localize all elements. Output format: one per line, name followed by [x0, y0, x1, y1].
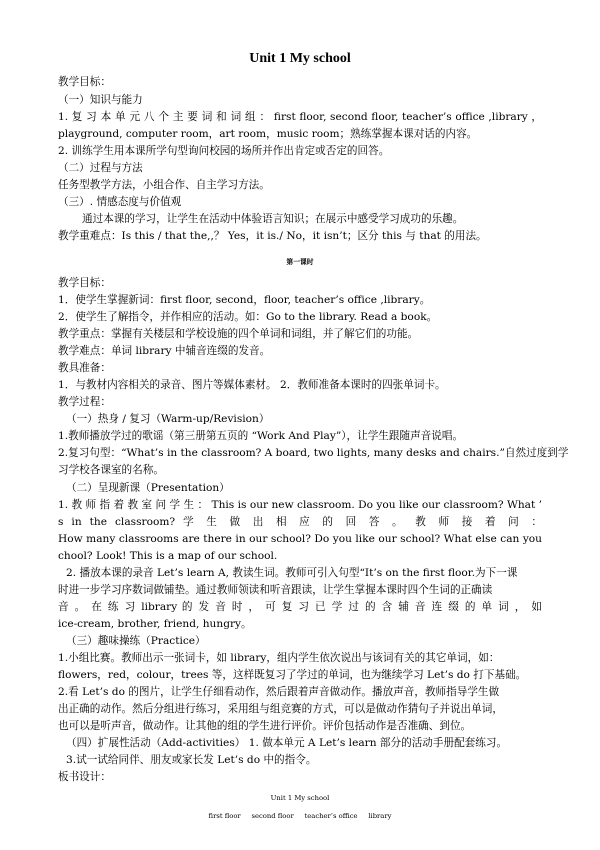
presentation-heading: （二）呈现新课（Presentation） [66, 482, 230, 494]
presentation-2-line-3: 音 。 在 练 习 library 的 发 音 时 ， 可 复 习 已 学 过 的 含 辅 音 连 缀 的 单 词 ， 如 [58, 601, 542, 613]
goal-1-line-1: 1. 复 习 本 单 元 八 个 主 要 词 和 词 组 ： first floor, second floor, teacher’s office ,library ， [58, 111, 542, 123]
goals-heading: 教学目标： [58, 76, 111, 88]
warmup-2-line-2: 习学校各课室的名称。 [58, 464, 164, 476]
lesson-difficulty: 教学难点：单词 library 中辅音连缀的发音。 [58, 345, 271, 357]
section-heading-attitude: （三）. 情感态度与价值观 [58, 196, 182, 208]
warmup-heading: （一）热身 / 复习（Warm-up/Revision） [66, 413, 270, 425]
document-title: Unit 1 My school [249, 51, 351, 66]
lesson-goals-heading: 教学目标： [58, 277, 111, 289]
practice-1-line-1: 1.小组比赛。教师出示一张词卡，如 library，组内学生依次说出与该词有关的其它单词，如： [58, 652, 500, 664]
practice-2-line-3: 也可以是听声音，做动作。让其他的组的学生进行评价。评价包括动作是否准确、到位。 [58, 720, 472, 732]
lesson-1-heading: 第一课时 [286, 258, 314, 266]
lesson-goal-2: 2．使学生了解指令，并作相应的活动。如：Go to the library. Read a book。 [58, 311, 438, 323]
section-heading-knowledge: （一）知识与能力 [58, 94, 143, 106]
key-points: 教学重难点：Is this / that the,,？ Yes，it is./ No，it isn’t；区分 this 与 that 的用法。 [58, 230, 487, 242]
presentation-2-line-4: ice-cream, brother, friend, hungry。 [58, 618, 252, 630]
practice-2-line-2: 出正确的动作。然后分组进行练习，采用组与组竞赛的方式，可以是做动作猜句子并说出单词， [58, 703, 503, 715]
board-words: first floor second floor teacher’s office library [208, 812, 392, 820]
presentation-1-line-4: chool? Look! This is a map of our school. [58, 550, 278, 562]
extension-3: 3.试一试给同伴、朋友或家长发 Let’s do 中的指令。 [66, 754, 317, 766]
attitude-text: 通过本课的学习，让学生在活动中体验语言知识；在展示中感受学习成功的乐趣。 [82, 213, 464, 225]
presentation-2-line-2: 时进一步学习序数词做铺垫。通过教师领读和听音跟读，让学生掌握本课时四个生词的正确读 [58, 584, 493, 596]
process-heading: 教学过程： [58, 396, 111, 408]
prep-text: 1．与教材内容相关的录音、图片等媒体素材。 2．教师准备本课时的四张单词卡。 [58, 379, 446, 391]
presentation-1-line-2: s in the classroom? 学 生 做 出 相 应 的 回 答 。 教 师 接 着 问 ： [58, 516, 542, 528]
section-heading-method: （二）过程与方法 [58, 162, 143, 174]
board-title: Unit 1 My school [270, 794, 330, 802]
presentation-2-line-1: 2. 播放本课的录音 Let’s learn A, 教读生词。教师可引入句型“It’s on the first floor.为下一课 [66, 567, 518, 579]
practice-2-line-1: 2.看 Let’s do 的图片，让学生仔细看动作，然后跟着声音做动作。播放声音，教师指导学生做 [58, 686, 500, 698]
board-design-heading: 板书设计： [58, 771, 111, 783]
extension-activities: （四）扩展性活动（Add-activities） 1. 做本单元 A Let’s learn 部分的活动手册配套练习。 [66, 737, 508, 749]
practice-1-line-2: flowers，red，colour，trees 等，这样既复习了学过的单词，也为继续学习 Let’s do 打下基础。 [58, 669, 527, 681]
method-text: 任务型教学方法，小组合作、自主学习方法。 [58, 179, 270, 191]
presentation-1-line-1: 1. 教 师 指 着 教 室 问 学 生 ： This is our new classroom. Do you like our classroom? What ’ [58, 499, 542, 511]
goal-1-line-2: playground, computer room，art room，music room；熟练掌握本课对话的内容。 [58, 128, 478, 140]
warmup-2-line-1: 2.复习句型：“What’s in the classroom? A board, two lights, many desks and chairs.”自然过度到学 [58, 447, 569, 459]
presentation-1-line-3: How many classrooms are there in our school? Do you like our school? What else can you [58, 533, 542, 545]
practice-heading: （三）趣味操练（Practice） [66, 635, 206, 647]
goal-2: 2. 训练学生用本课所学句型询问校园的场所并作出肯定或否定的回答。 [58, 145, 390, 157]
lesson-key: 教学重点：掌握有关楼层和学校设施的四个单词和词组，并了解它们的功能。 [58, 328, 419, 340]
warmup-1: 1.教师播放学过的歌谣（第三册第五页的 “Work And Play”），让学生跟随声音说唱。 [58, 430, 464, 442]
lesson-goal-1: 1．使学生掌握新词：first floor, second，floor, teacher’s office ,library。 [58, 294, 431, 306]
prep-heading: 教具准备： [58, 362, 111, 374]
